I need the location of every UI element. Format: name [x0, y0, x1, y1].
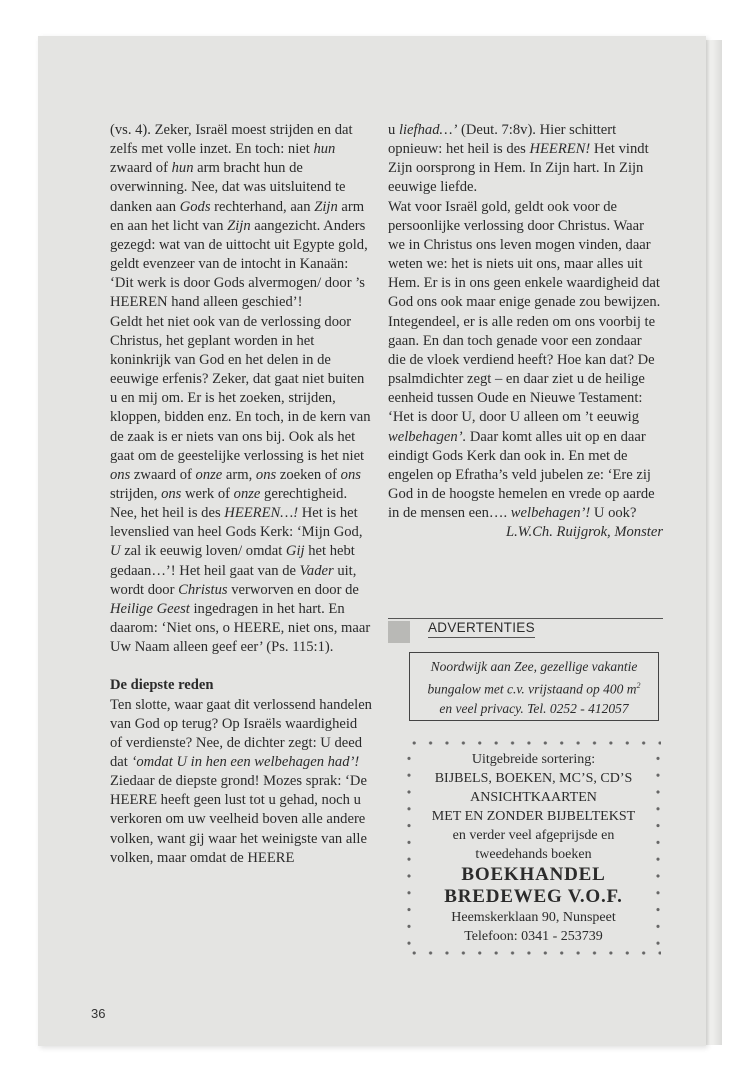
left-paragraph-3: Ten slotte, waar gaat dit verlossend handelen van God op terug? Op Israëls waardigheid of verdienste? Nee, de dichter zegt: U deed dat ‘omdat U in hen een welbehagen had’! Ziedaar de diepste grond! Mozes sprak: ‘De HEERE heeft geen lust tot u gehad, noch u verkoren om uw veelheid boven alle andere volken, want gij waar het weinigste van alle volken, maar omdat de HEERE [110, 696, 372, 866]
bookshop-ad-content [416, 750, 651, 946]
advertenties-label: ADVERTENTIES [428, 620, 535, 638]
ad2-line-6: tweedehands boeken [475, 847, 592, 862]
shop-name-line-1: BOEKHANDEL [461, 864, 606, 885]
author-signature: L.W.Ch. Ruijgrok, Monster [505, 524, 663, 541]
dotted-border-left [406, 750, 412, 946]
ad2-line-1: Uitgebreide sortering: [471, 752, 596, 767]
bookshop-ad [404, 734, 663, 963]
ad1-line-2: bungalow met c.v. vrijstaand op 400 $m^2$ [427, 681, 641, 697]
ad1-line-3: en veel privacy. Tel. 0252 - 412057 [439, 700, 629, 716]
shop-phone: Telefoon: 0341 - 253739 [464, 929, 603, 944]
page-number: 36 [91, 1006, 106, 1021]
dotted-border-bottom [406, 950, 661, 956]
vacation-bungalow-ad [409, 652, 659, 721]
ad2-line-2: BIJBELS, BOEKEN, MC’S, CD’S [434, 771, 633, 786]
advertenties-header [388, 618, 663, 643]
right-paragraph-1: u liefhad…’ (Deut. 7:8v). Hier schittert opnieuw: het heil is des HEEREN! Het vindt Zijn oorsprong in Hem. In Zijn hart. In Zijn eeuwige liefde. [388, 122, 649, 196]
ad2-line-4: MET EN ZONDER BIJBELTEKST [431, 809, 636, 824]
left-paragraph-1: (vs. 4). Zeker, Israël moest strijden en dat zelfs met volle inzet. En toch: niet hun zwaard of hun arm bracht hun de overwinning. Nee, dat was uitsluitend te danken aan Gods rechterhand, aan Zijn arm en aan het licht van Zijn aangezicht. Anders gezegd: wat van de uittocht uit Egypte gold, geldt evenzeer van de intocht in Kanaän: ‘Dit werk is door Gods alvermogen/ door ’s HEEREN hand alleen geschied’! [110, 122, 368, 311]
right-column [388, 121, 663, 542]
ad2-line-3: ANSICHTKAARTEN [470, 790, 597, 805]
dotted-border-top [406, 740, 661, 746]
ad1-line-1: Noordwijk aan Zee, gezellige vakantie [430, 659, 638, 674]
shop-name-line-2: BREDEWEG V.O.F. [444, 886, 623, 907]
ad2-line-5: en verder veel afgeprijsde en [452, 828, 615, 843]
shop-address: Heemskerklaan 90, Nunspeet [451, 910, 616, 925]
section-heading: De diepste reden [110, 677, 214, 694]
right-paragraph-2: Wat voor Israël gold, geldt ook voor de persoonlijke verlossing door Christus. Waar we in Christus ons leven mogen vinden, daar weten we: het is niets uit ons, maar alles uit Hem. Er is in ons geen enkele waardigheid dat God ons ook maar enige genade zou bewijzen. Integendeel, er is alle reden om ons voorbij te gaan. En dan toch genade voor een zondaar die de vloek verdiend heeft? Hoe kan dat? De psalmdichter zegt – en daar ziet u de heilige eenheid tussen Oude en Nieuwe Testament: ‘Het is door U, door U alleen om ’t eeuwig welbehagen’. Daar komt alles uit op en daar eindigt Gods Kerk dan ook in. En met de engelen op Efratha’s veld jubelen ze: ‘Ere zij God in de hoogste hemelen en vrede op aarde in de mensen een…. welbehagen’! U ook? [388, 198, 661, 522]
left-paragraph-2: Geldt het niet ook van de verlossing door Christus, het geplant worden in het koninkrijk van God en het delen in de eeuwige erfenis? Zeker, dat gaat niet buiten u en mij om. Er is het zoeken, strijden, kloppen, bidden enz. En toch, in de kern van de zaak is er niets van ons bij. Ook als het gaat om de geestelijke verlossing is het niet ons zwaard of onze arm, ons zoeken of ons strijden, ons werk of onze gerechtigheid. Nee, het heil is des HEEREN…! Het is het levenslied van heel Gods Kerk: ‘Mijn God, U zal ik eeuwig loven/ omdat Gij het hebt gedaan…’! Het heil gaat van de Vader uit, wordt door Christus verworven en door de Heilige Geest ingedragen in het hart. En daarom: ‘Niet ons, o HEERE, niet ons, maar Uw Naam alleen geef eer’ (Ps. 115:1). [110, 313, 371, 656]
dotted-border-right [655, 750, 661, 946]
left-column [110, 121, 372, 868]
section-marker-box [388, 621, 410, 643]
